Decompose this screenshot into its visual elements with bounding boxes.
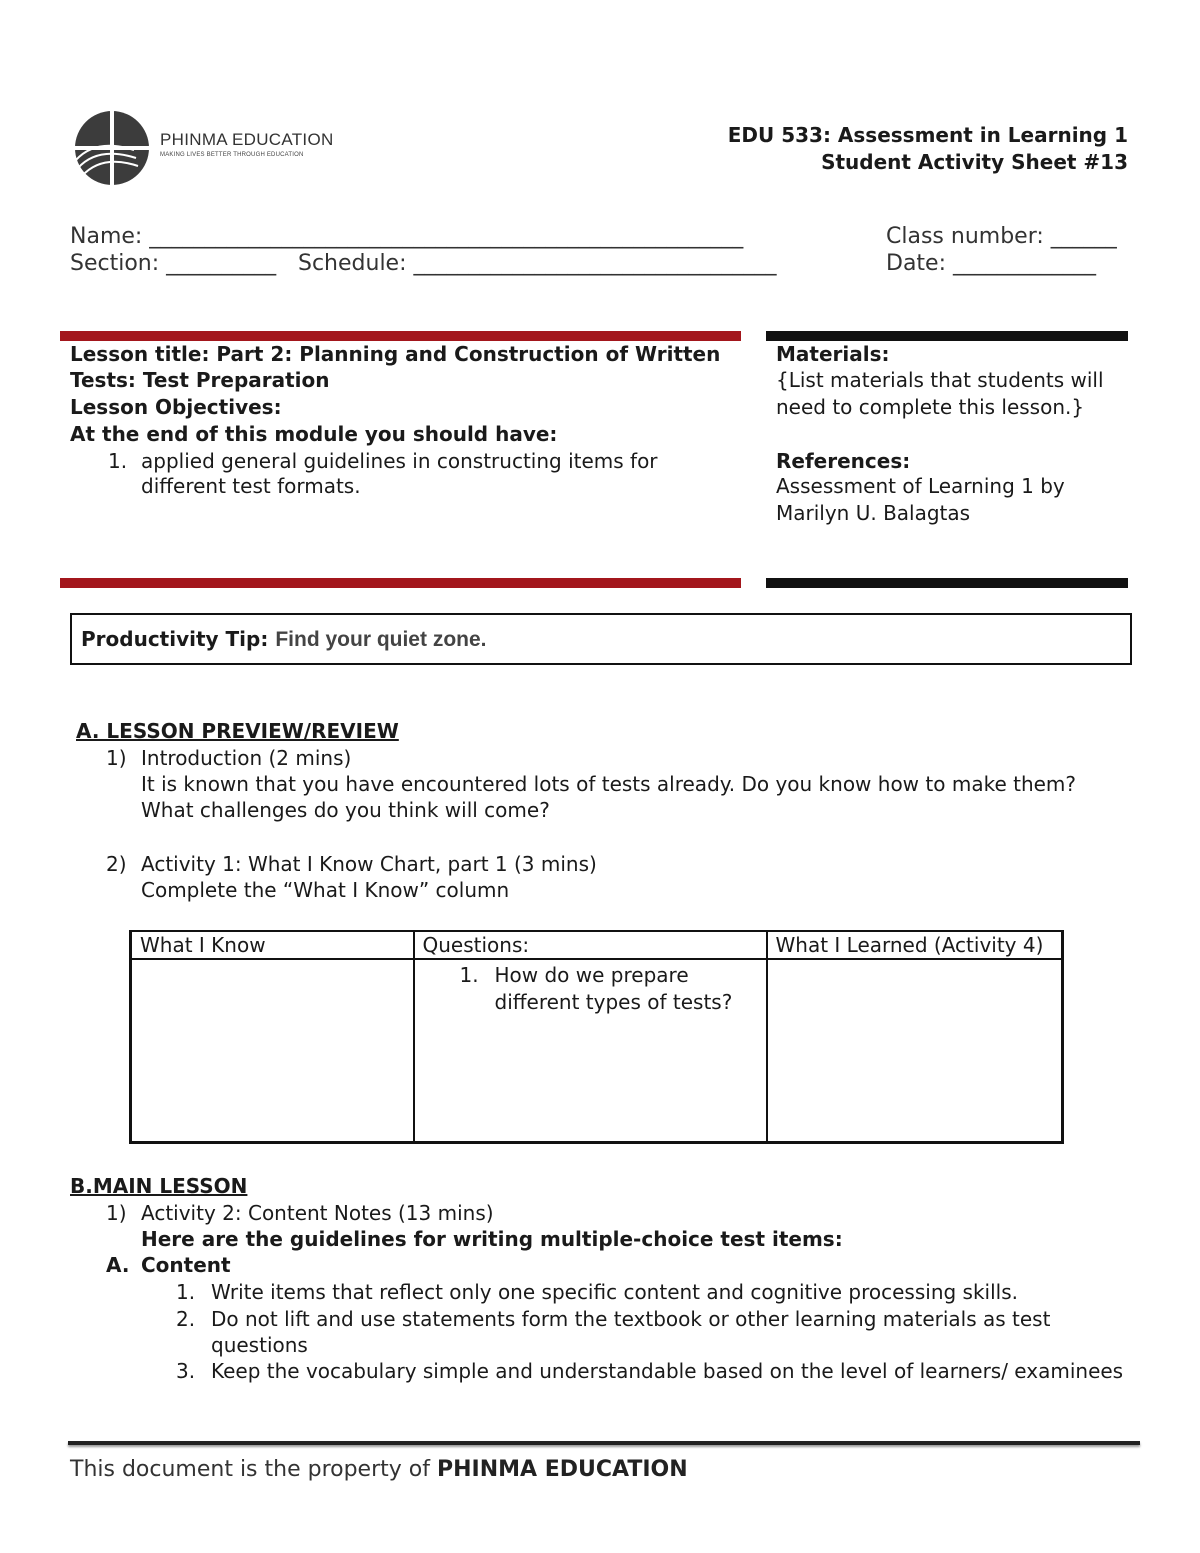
productivity-tip <box>81 627 487 652</box>
table-row <box>131 959 1063 1143</box>
name-field[interactable]: Name: ______________________________________________________ <box>70 224 744 249</box>
guidelines-label: Here are the guidelines for writing multiple-choice test items: <box>141 1227 843 1251</box>
phinma-logo <box>74 108 334 188</box>
divider-red-bottom <box>60 578 741 588</box>
section-a-item2-title: Activity 1: What I Know Chart, part 1 (3 mins) <box>141 852 597 876</box>
guideline-2-text-line1: Do not lift and use statements form the textbook or other learning materials as test <box>211 1307 1051 1331</box>
materials-line2: need to complete this lesson.} <box>776 395 1085 419</box>
guideline-1-number: 1. <box>176 1280 196 1304</box>
footer-prefix: This document is the property of <box>70 1457 437 1482</box>
objective-line2: different test formats. <box>141 474 361 498</box>
divider-red-top <box>60 331 741 341</box>
lesson-title-line1: Lesson title: Part 2: Planning and Construction of Written <box>70 342 721 366</box>
guideline-3-text: Keep the vocabulary simple and understandable based on the level of learners/ examinees <box>211 1359 1124 1383</box>
end-of-module-label: At the end of this module you should have: <box>70 422 558 446</box>
schedule-field[interactable]: Schedule: _________________________________ <box>298 251 777 276</box>
reference-line1: Assessment of Learning 1 by <box>776 474 1065 498</box>
references-label: References: <box>776 449 911 473</box>
footer-rule <box>68 1441 1140 1445</box>
what-i-learned-cell[interactable] <box>767 959 1063 1143</box>
objective-line1: applied general guidelines in constructing items for <box>141 449 658 473</box>
section-b-item1-number: 1) <box>106 1201 127 1225</box>
divider-black-bottom <box>766 578 1128 588</box>
footer-owner: PHINMA EDUCATION <box>436 1457 688 1482</box>
question-number: 1. <box>459 963 479 987</box>
guideline-2-number: 2. <box>176 1307 196 1331</box>
footer-text <box>70 1457 688 1482</box>
brand-tagline: MAKING LIVES BETTER THROUGH EDUCATION <box>160 152 304 158</box>
section-field[interactable]: Section: __________ <box>70 251 277 276</box>
column-what-i-know: What I Know <box>131 931 414 959</box>
brand-name: PHINMA EDUCATION <box>160 130 334 149</box>
question-line1: How do we prepare <box>494 963 689 987</box>
date-field[interactable]: Date: _____________ <box>886 251 1096 276</box>
divider-black-top <box>766 331 1128 341</box>
what-i-know-cell[interactable] <box>131 959 414 1143</box>
tip-label: Productivity Tip: <box>81 627 269 651</box>
what-i-know-chart <box>129 930 1064 1144</box>
section-b-item1-title: Activity 2: Content Notes (13 mins) <box>141 1201 494 1225</box>
section-a-item1-line1: It is known that you have encountered lots of tests already. Do you know how to make them? <box>141 772 1077 796</box>
column-questions: Questions: <box>414 931 767 959</box>
lesson-title-line2: Tests: Test Preparation <box>70 368 330 392</box>
section-a-item1-line2: What challenges do you think will come? <box>141 798 550 822</box>
column-what-i-learned: What I Learned (Activity 4) <box>767 931 1063 959</box>
section-a-item2-number: 2) <box>106 852 127 876</box>
guideline-2-text-line2: questions <box>211 1333 308 1357</box>
class-number-field[interactable]: Class number: ______ <box>886 224 1117 249</box>
objective-number: 1. <box>108 449 128 473</box>
guideline-1-text: Write items that reflect only one specific content and cognitive processing skills. <box>211 1280 1019 1304</box>
section-a-item1-title: Introduction (2 mins) <box>141 746 352 770</box>
section-a-heading: A. LESSON PREVIEW/REVIEW <box>76 719 399 743</box>
materials-label: Materials: <box>776 342 890 366</box>
question-line2: different types of tests? <box>494 990 733 1014</box>
guideline-3-number: 3. <box>176 1359 196 1383</box>
materials-line1: {List materials that students will <box>776 368 1104 392</box>
tip-text: Find your quiet zone. <box>275 628 487 651</box>
content-letter: A. <box>106 1253 130 1277</box>
content-title: Content <box>141 1253 231 1277</box>
section-a-item2-line: Complete the “What I Know” column <box>141 878 510 902</box>
objectives-label: Lesson Objectives: <box>70 395 282 419</box>
reference-line2: Marilyn U. Balagtas <box>776 501 971 525</box>
sheet-title: Student Activity Sheet #13 <box>821 150 1128 174</box>
questions-cell <box>414 959 767 1143</box>
course-title: EDU 533: Assessment in Learning 1 <box>727 123 1128 147</box>
productivity-tip-box <box>70 613 1132 665</box>
section-a-item1-number: 1) <box>106 746 127 770</box>
table-header-row <box>131 931 1063 959</box>
section-b-heading: B.MAIN LESSON <box>70 1174 248 1198</box>
